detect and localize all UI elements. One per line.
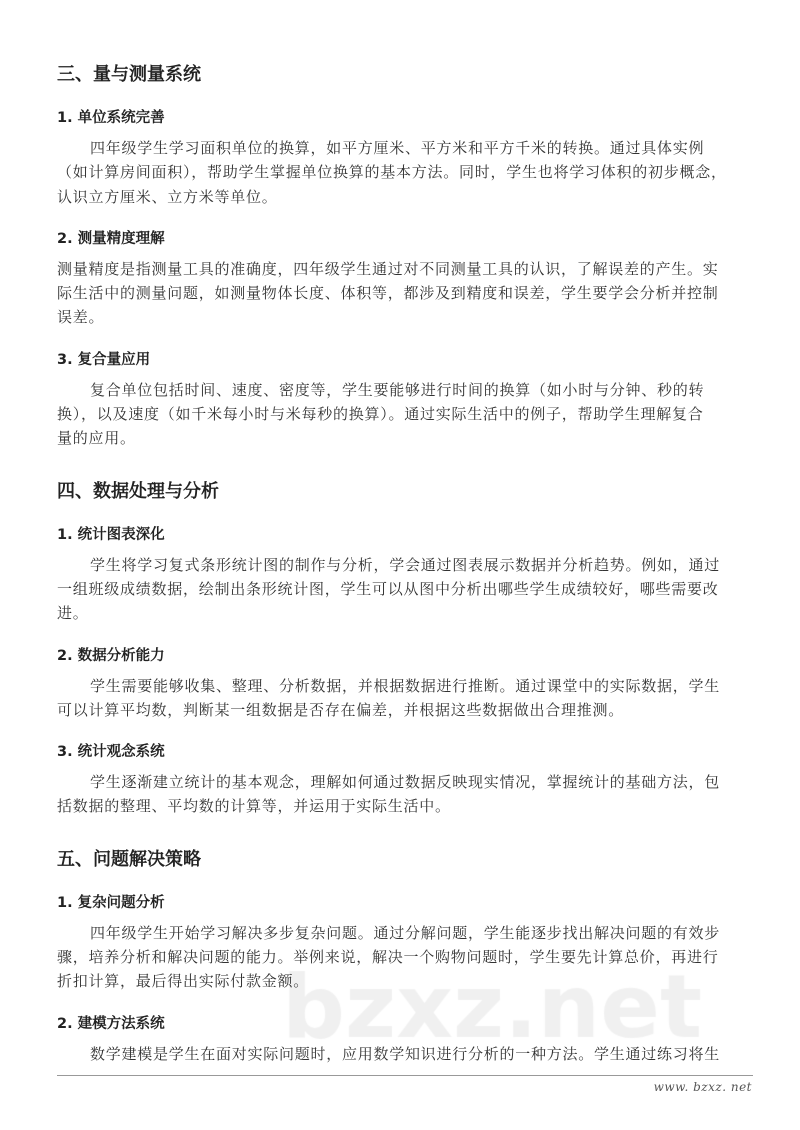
subsection-heading: 2. 数据分析能力	[57, 647, 165, 664]
subsection-heading: 1. 单位系统完善	[57, 110, 165, 126]
paragraph-line: 折扣计算，最后得出实际付款金额。	[57, 972, 310, 991]
subsection-heading: 2. 建模方法系统	[57, 1015, 165, 1032]
section-heading: 三、量与测量系统	[57, 64, 201, 85]
paragraph	[57, 257, 753, 330]
paragraph-line: 学生逐渐建立统计的基本观念，理解如何通过数据反映现实情况，掌握统计的基础方法，包	[90, 773, 721, 792]
footer-url: www. bzxz. net	[653, 1080, 752, 1094]
paragraph-line: 骤，培养分析和解决问题的能力。举例来说，解决一个购物问题时，学生要先计算总价，再进行	[57, 948, 719, 967]
paragraph-line: 一组班级成绩数据，绘制出条形统计图，学生可以从图中分析出哪些学生成绩较好，哪些需要改	[57, 579, 719, 598]
subsection-heading: 1. 统计图表深化	[57, 526, 165, 543]
subsection-heading: 3. 统计观念系统	[57, 744, 165, 761]
paragraph	[57, 921, 753, 994]
paragraph-line: 进。	[57, 604, 89, 623]
paragraph	[57, 553, 753, 626]
paragraph-line: （如计算房间面积），帮助学生掌握单位换算的基本方法。同时，学生也将学习体积的初步概念，	[57, 163, 727, 182]
paragraph	[57, 770, 753, 819]
section-heading: 四、数据处理与分析	[57, 480, 219, 502]
paragraph-line: 测量精度是指测量工具的准确度，四年级学生通过对不同测量工具的认识，了解误差的产生。实	[57, 259, 719, 278]
paragraph	[57, 1042, 753, 1066]
paragraph-line: 四年级学生开始学习解决多步复杂问题。通过分解问题，学生能逐步找出解决问题的有效步	[90, 923, 721, 942]
footer-divider	[57, 1075, 753, 1076]
subsection-heading: 2. 测量精度理解	[57, 230, 165, 247]
subsection-heading: 3. 复合量应用	[57, 351, 151, 368]
paragraph	[57, 136, 753, 209]
paragraph-line: 数学建模是学生在面对实际问题时，应用数学知识进行分析的一种方法。学生通过练习将生	[90, 1044, 721, 1063]
paragraph-line: 认识立方厘米、立方米等单位。	[57, 187, 278, 206]
paragraph-line: 换），以及速度（如千米每小时与米每秒的换算）。通过实际生活中的例子，帮助学生理解复合	[57, 405, 704, 424]
paragraph-line: 误差。	[57, 308, 105, 327]
paragraph-line: 括数据的整理、平均数的计算等，并运用于实际生活中。	[57, 797, 451, 816]
paragraph	[57, 674, 753, 723]
paragraph	[57, 378, 753, 451]
paragraph-line: 四年级学生学习面积单位的换算，如平方厘米、平方米和平方千米的转换。通过具体实例	[90, 139, 705, 157]
paragraph-line: 量的应用。	[57, 429, 136, 448]
paragraph-line: 可以计算平均数，判断某一组数据是否存在偏差，并根据这些数据做出合理推测。	[57, 700, 625, 719]
section-heading: 五、问题解决策略	[57, 848, 201, 870]
subsection-heading: 1. 复杂问题分析	[57, 894, 165, 911]
paragraph-line: 学生将学习复式条形统计图的制作与分析，学会通过图表展示数据并分析趋势。例如，通过	[90, 555, 721, 574]
document-page	[57, 62, 753, 1066]
paragraph-line: 复合单位包括时间、速度、密度等，学生要能够进行时间的换算（如小时与分钟、秒的转	[90, 380, 705, 399]
paragraph-line: 际生活中的测量问题，如测量物体长度、体积等，都涉及到精度和误差，学生要学会分析并控制	[57, 284, 719, 303]
paragraph-line: 学生需要能够收集、整理、分析数据，并根据数据进行推断。通过课堂中的实际数据，学生	[90, 676, 721, 695]
